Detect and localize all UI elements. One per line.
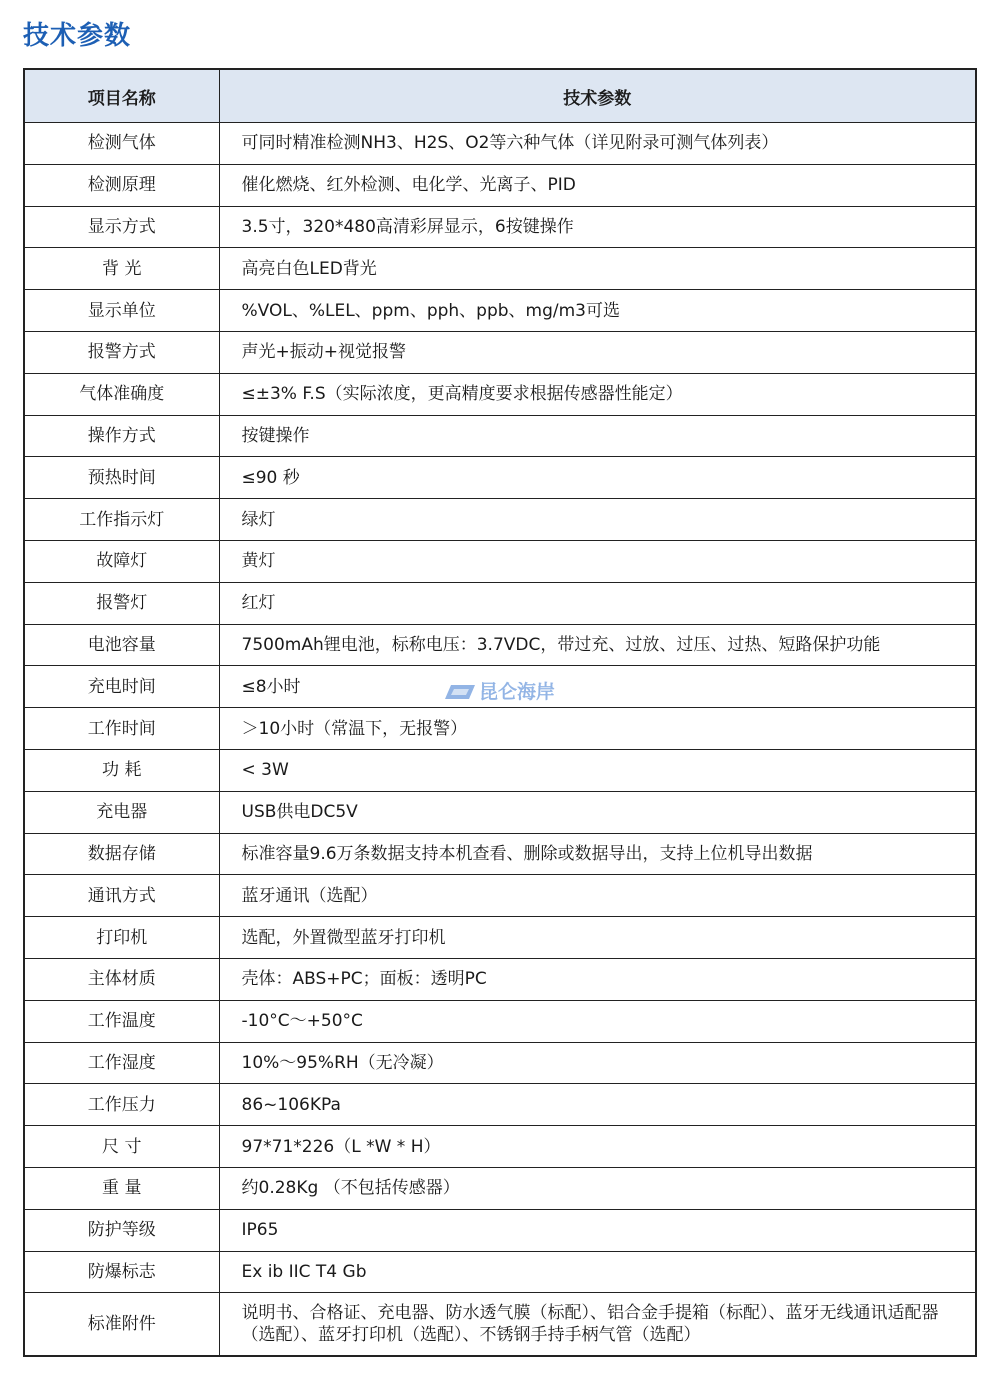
- table-row: [24, 1000, 976, 1042]
- row-item-name: 防护等级: [24, 1209, 219, 1251]
- table-row: [24, 373, 976, 415]
- row-item-name: 检测原理: [24, 164, 219, 206]
- table-row: [24, 206, 976, 248]
- watermark: [445, 680, 565, 706]
- row-spec-value: ≤8小时: [219, 666, 976, 708]
- row-spec-value: 红灯: [219, 582, 976, 624]
- table-row: [24, 123, 976, 165]
- column-header-item-name: 项目名称: [24, 69, 219, 123]
- row-item-name: 充电时间: [24, 666, 219, 708]
- row-spec-value: Ex ib IIC T4 Gb: [219, 1251, 976, 1293]
- table-row: [24, 749, 976, 791]
- row-item-name: 通讯方式: [24, 875, 219, 917]
- row-item-name: 气体准确度: [24, 373, 219, 415]
- row-spec-value: ＞10小时（常温下，无报警）: [219, 708, 976, 750]
- row-item-name: 背 光: [24, 248, 219, 290]
- table-row: [24, 1167, 976, 1209]
- row-item-name: 主体材质: [24, 958, 219, 1000]
- table-row: [24, 833, 976, 875]
- row-spec-value: 可同时精准检测NH3、H2S、O2等六种气体（详见附录可测气体列表）: [219, 123, 976, 165]
- row-spec-value: USB供电DC5V: [219, 791, 976, 833]
- table-row: [24, 415, 976, 457]
- row-item-name: 预热时间: [24, 457, 219, 499]
- row-item-name: 检测气体: [24, 123, 219, 165]
- row-item-name: 工作时间: [24, 708, 219, 750]
- row-spec-value: 7500mAh锂电池，标称电压：3.7VDC，带过充、过放、过压、过热、短路保护功能: [219, 624, 976, 666]
- row-item-name: 报警灯: [24, 582, 219, 624]
- table-header-row: [24, 69, 976, 123]
- row-item-name: 充电器: [24, 791, 219, 833]
- row-item-name: 数据存储: [24, 833, 219, 875]
- row-spec-value: IP65: [219, 1209, 976, 1251]
- row-spec-value: < 3W: [219, 749, 976, 791]
- row-item-name: 报警方式: [24, 331, 219, 373]
- row-item-name: 显示单位: [24, 290, 219, 332]
- row-item-name: 打印机: [24, 917, 219, 959]
- table-row: [24, 624, 976, 666]
- row-spec-value: 绿灯: [219, 499, 976, 541]
- table-row: [24, 958, 976, 1000]
- row-spec-value: -10°C～+50°C: [219, 1000, 976, 1042]
- row-spec-value: 86~106KPa: [219, 1084, 976, 1126]
- row-item-name: 电池容量: [24, 624, 219, 666]
- row-item-name: 标准附件: [24, 1293, 219, 1357]
- row-item-name: 工作湿度: [24, 1042, 219, 1084]
- row-item-name: 防爆标志: [24, 1251, 219, 1293]
- row-item-name: 工作压力: [24, 1084, 219, 1126]
- table-row: [24, 248, 976, 290]
- table-row: [24, 331, 976, 373]
- page-title: 技术参数: [23, 21, 132, 51]
- table-row: [24, 1042, 976, 1084]
- table-row: [24, 917, 976, 959]
- table-row: [24, 1251, 976, 1293]
- row-spec-value: 蓝牙通讯（选配）: [219, 875, 976, 917]
- column-header-spec: 技术参数: [219, 69, 976, 123]
- row-item-name: 重 量: [24, 1167, 219, 1209]
- row-spec-value: 按键操作: [219, 415, 976, 457]
- row-spec-value: 黄灯: [219, 540, 976, 582]
- row-spec-value: %VOL、%LEL、ppm、pph、ppb、mg/m3可选: [219, 290, 976, 332]
- row-spec-value: 选配，外置微型蓝牙打印机: [219, 917, 976, 959]
- row-item-name: 工作指示灯: [24, 499, 219, 541]
- table-row: [24, 540, 976, 582]
- table-row: [24, 1084, 976, 1126]
- table-row: [24, 164, 976, 206]
- row-spec-value: 高亮白色LED背光: [219, 248, 976, 290]
- row-spec-value: 标准容量9.6万条数据支持本机查看、删除或数据导出，支持上位机导出数据: [219, 833, 976, 875]
- table-row: [24, 582, 976, 624]
- table-row: [24, 875, 976, 917]
- row-spec-value: 催化燃烧、红外检测、电化学、光离子、PID: [219, 164, 976, 206]
- row-item-name: 尺 寸: [24, 1126, 219, 1168]
- table-row: [24, 1209, 976, 1251]
- row-item-name: 故障灯: [24, 540, 219, 582]
- table-row: [24, 457, 976, 499]
- table-row: [24, 499, 976, 541]
- row-item-name: 操作方式: [24, 415, 219, 457]
- row-spec-value: 10%～95%RH（无冷凝）: [219, 1042, 976, 1084]
- row-spec-value: 约0.28Kg （不包括传感器）: [219, 1167, 976, 1209]
- table-row: [24, 1126, 976, 1168]
- row-spec-value: 3.5寸，320*480高清彩屏显示，6按键操作: [219, 206, 976, 248]
- table-row: [24, 791, 976, 833]
- spec-table: [23, 68, 977, 1357]
- row-spec-value: 说明书、合格证、充电器、防水透气膜（标配）、铝合金手提箱（标配）、蓝牙无线通讯适配器（选配）、蓝牙打印机（选配）、不锈钢手持手柄气管（选配）: [219, 1293, 976, 1357]
- table-row: [24, 708, 976, 750]
- table-row: [24, 1293, 976, 1357]
- row-spec-value: 声光+振动+视觉报警: [219, 331, 976, 373]
- spec-table-body: [24, 123, 976, 1357]
- row-item-name: 显示方式: [24, 206, 219, 248]
- row-item-name: 工作温度: [24, 1000, 219, 1042]
- row-spec-value: 壳体：ABS+PC；面板：透明PC: [219, 958, 976, 1000]
- watermark-text: 昆仑海岸: [479, 681, 556, 703]
- table-row: [24, 290, 976, 332]
- logo-icon: [445, 683, 475, 701]
- row-item-name: 功 耗: [24, 749, 219, 791]
- row-spec-value: ≤±3% F.S（实际浓度，更高精度要求根据传感器性能定）: [219, 373, 976, 415]
- row-spec-value: 97*71*226（L *W * H）: [219, 1126, 976, 1168]
- row-spec-value: ≤90 秒: [219, 457, 976, 499]
